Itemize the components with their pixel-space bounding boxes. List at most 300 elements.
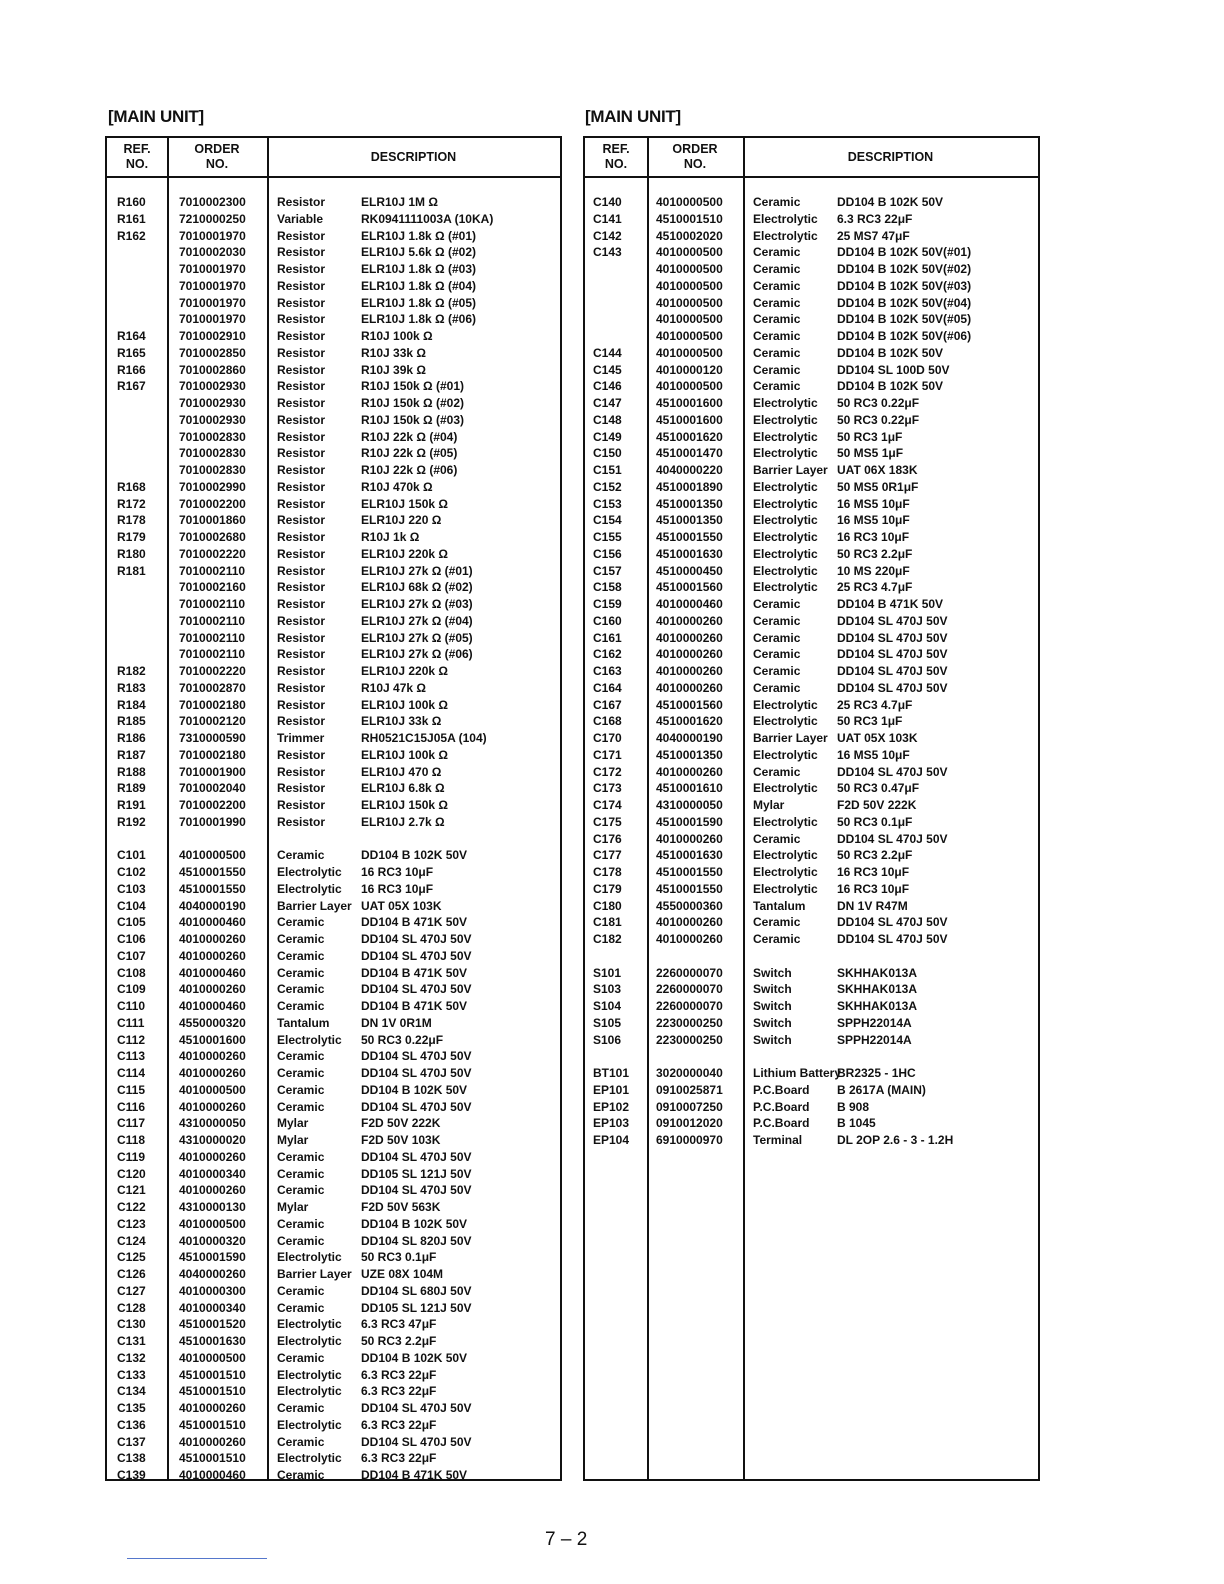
row-spacer [585, 948, 1038, 965]
part-spec: DD104 SL 470J 50V [361, 1149, 472, 1164]
order-no: 7010002680 [179, 530, 246, 544]
part-type: Switch [753, 999, 792, 1013]
table-row [107, 479, 560, 496]
order-no: 4510001620 [656, 714, 723, 729]
part-spec: ELR10J 100k Ω [361, 697, 449, 712]
order-no: 4010000260 [656, 764, 723, 779]
part-spec: DD104 SL 470J 50V [361, 982, 472, 997]
ref-no: C178 [593, 865, 622, 879]
table-row [107, 1099, 560, 1116]
part-type: Electrolytic [753, 781, 818, 796]
order-no: 7010002930 [179, 379, 246, 394]
part-type: Barrier Layer [753, 463, 828, 477]
ref-no: R179 [117, 530, 146, 544]
order-no: 4550000360 [656, 898, 723, 913]
order-no: 4510001630 [656, 546, 723, 561]
order-no: 4510001550 [656, 865, 723, 879]
order-no: 7010002830 [179, 463, 246, 477]
table-row [585, 462, 1038, 479]
part-spec: R10J 22k Ω (#05) [361, 446, 458, 461]
part-type: Switch [753, 982, 792, 997]
part-type: Ceramic [277, 932, 325, 946]
ref-no: R167 [117, 379, 146, 394]
part-type: Resistor [277, 396, 326, 410]
table-row [107, 1132, 560, 1149]
order-no: 7010002870 [179, 680, 246, 695]
part-type: Trimmer [277, 731, 325, 745]
part-spec: DD104 B 102K 50V [837, 345, 944, 360]
order-no: 7010002300 [179, 195, 246, 209]
part-spec: 6.3 RC3 22μF [361, 1384, 437, 1399]
ref-no: C168 [593, 714, 622, 729]
table-row [107, 1032, 560, 1049]
part-spec: 6.3 RC3 22μF [361, 1417, 437, 1432]
part-type: Ceramic [277, 1350, 325, 1365]
ref-no: C104 [117, 898, 146, 913]
part-type: Ceramic [277, 1434, 325, 1449]
ref-no: C105 [117, 915, 146, 930]
part-spec: 16 MS5 10μF [837, 513, 910, 528]
order-no: 0910025871 [656, 1082, 723, 1097]
part-type: Ceramic [753, 647, 801, 662]
table-row [107, 613, 560, 630]
table-row [107, 948, 560, 965]
ref-no: C146 [593, 379, 622, 394]
order-no: 2260000070 [656, 982, 723, 997]
order-no: 7010002110 [179, 647, 246, 662]
ref-no: R178 [117, 513, 146, 528]
ref-no: R184 [117, 697, 146, 712]
part-spec: UZE 08X 104M [361, 1267, 444, 1281]
ref-no: R162 [117, 228, 146, 243]
order-no: 4010000500 [656, 312, 723, 327]
ref-no: C159 [593, 597, 622, 611]
ref-no: C181 [593, 915, 622, 930]
table-row [585, 730, 1038, 747]
table-row [107, 1182, 560, 1199]
part-spec: 50 MS5 1μF [837, 446, 904, 461]
order-no: 4510000450 [656, 563, 723, 578]
order-no: 4010000500 [179, 1216, 246, 1231]
order-no: 4010000460 [179, 1468, 246, 1482]
table-row [107, 1166, 560, 1183]
ref-no: R161 [117, 211, 146, 226]
part-spec: DD105 SL 121J 50V [361, 1166, 472, 1181]
part-type: Electrolytic [753, 697, 818, 712]
part-type: Ceramic [277, 1233, 325, 1248]
ref-no: S105 [593, 1015, 622, 1030]
table-row [585, 529, 1038, 546]
part-type: Resistor [277, 697, 326, 712]
ref-no: C172 [593, 764, 622, 779]
ref-no: C171 [593, 747, 622, 762]
ref-no: C119 [117, 1149, 146, 1164]
part-type: Ceramic [753, 345, 801, 360]
ref-no: C143 [593, 245, 622, 260]
part-spec: ELR10J 27k Ω (#03) [361, 597, 473, 611]
part-type: Ceramic [753, 664, 801, 678]
part-spec: 16 RC3 10μF [361, 881, 434, 896]
part-type: Electrolytic [753, 513, 818, 528]
table-row [107, 429, 560, 446]
part-spec: R10J 150k Ω (#02) [361, 396, 465, 410]
order-no: 7010002860 [179, 362, 246, 377]
order-no: 4010000260 [656, 630, 723, 645]
order-no: 4010000500 [179, 1350, 246, 1365]
part-type: P.C.Board [753, 1099, 810, 1114]
table-row [107, 1434, 560, 1451]
table-row [107, 1115, 560, 1132]
order-no: 4010000260 [656, 680, 723, 695]
part-type: Ceramic [277, 1183, 325, 1198]
part-spec: R10J 39k Ω [361, 362, 426, 377]
ref-no: C131 [117, 1334, 146, 1348]
ref-no: C151 [593, 463, 622, 477]
ref-no: C157 [593, 563, 622, 578]
table-row [107, 362, 560, 379]
order-no: 7010002110 [179, 563, 246, 578]
part-spec: ELR10J 68k Ω (#02) [361, 580, 473, 595]
part-type: Ceramic [753, 613, 801, 628]
part-spec: F2D 50V 103K [361, 1133, 441, 1147]
table-row [107, 998, 560, 1015]
part-spec: DD104 SL 470J 50V [361, 1099, 472, 1114]
part-spec: ELR10J 5.6k Ω (#02) [361, 245, 477, 260]
part-type: Electrolytic [277, 1384, 342, 1399]
order-no: 7010001990 [179, 814, 246, 829]
part-type: Ceramic [753, 245, 801, 260]
part-spec: SKHHAK013A [837, 965, 918, 980]
table-row [585, 797, 1038, 814]
order-no: 4010000260 [179, 932, 246, 946]
order-no: 7010002930 [179, 396, 246, 410]
description-header: DESCRIPTION [847, 149, 934, 164]
part-type: Resistor [277, 798, 326, 812]
part-spec: DD104 SL 470J 50V [837, 680, 948, 695]
table-row [107, 1367, 560, 1384]
part-spec: ELR10J 1.8k Ω (#05) [361, 295, 477, 310]
part-spec: SKHHAK013A [837, 999, 918, 1013]
order-no: 7010002030 [179, 245, 246, 260]
ref-no: C126 [117, 1267, 146, 1281]
ref-no: C180 [593, 898, 622, 913]
part-type: Resistor [277, 479, 326, 494]
ref-no: EP102 [593, 1099, 630, 1114]
part-type: Ceramic [753, 630, 801, 645]
ref-no: C128 [117, 1300, 146, 1315]
table-row [585, 211, 1038, 228]
part-type: Ceramic [753, 915, 801, 930]
part-type: Electrolytic [753, 580, 818, 595]
part-spec: 6.3 RC3 22μF [837, 211, 913, 226]
table-row [585, 747, 1038, 764]
order-no: 4010000500 [656, 295, 723, 310]
part-spec: DD104 SL 470J 50V [837, 764, 948, 779]
part-spec: 10 MS 220μF [837, 563, 910, 578]
table-row [585, 345, 1038, 362]
table-row [107, 1015, 560, 1032]
part-spec: DD104 SL 470J 50V [837, 932, 948, 946]
table-row [107, 697, 560, 714]
part-spec: ELR10J 1.8k Ω (#04) [361, 278, 477, 293]
part-type: Resistor [277, 764, 326, 779]
ref-no: C179 [593, 881, 622, 896]
order-no: 4010000260 [179, 982, 246, 997]
part-type: Electrolytic [277, 1334, 342, 1348]
ref-no: EP103 [593, 1116, 630, 1131]
order-no: 4010000500 [656, 379, 723, 394]
table-row [107, 713, 560, 730]
part-spec: DD104 B 102K 50V [837, 195, 944, 209]
part-spec: 50 RC3 1μF [837, 429, 903, 444]
order-no: 4510001600 [179, 1032, 246, 1047]
ref-no: R192 [117, 814, 146, 829]
part-type: P.C.Board [753, 1082, 810, 1097]
table-row [585, 914, 1038, 931]
ref-no: R189 [117, 781, 146, 796]
order-no: 4510001560 [656, 697, 723, 712]
part-type: Ceramic [753, 932, 801, 946]
part-type: Resistor [277, 446, 326, 461]
part-spec: DD104 SL 470J 50V [361, 1049, 472, 1064]
part-type: Tantalum [277, 1015, 330, 1030]
table-row [107, 747, 560, 764]
ref-no: R166 [117, 362, 146, 377]
order-no: 4010000500 [656, 329, 723, 343]
part-type: Ceramic [277, 999, 325, 1013]
order-no: 4510001520 [179, 1317, 246, 1332]
part-type: Tantalum [753, 898, 806, 913]
order-no: 4010000500 [656, 195, 723, 209]
table-row [585, 1065, 1038, 1082]
part-spec: F2D 50V 222K [837, 798, 917, 812]
part-spec: ELR10J 1.8k Ω (#03) [361, 262, 477, 276]
part-type: Electrolytic [753, 530, 818, 544]
table-row [107, 244, 560, 261]
table-row [585, 244, 1038, 261]
part-spec: ELR10J 27k Ω (#04) [361, 613, 473, 628]
part-type: Resistor [277, 597, 326, 611]
part-spec: ELR10J 470 Ω [361, 764, 442, 779]
order-no: 4010000500 [656, 278, 723, 293]
table-row [585, 1115, 1038, 1132]
table-row [107, 680, 560, 697]
part-spec: 50 RC3 2.2μF [837, 848, 913, 863]
part-spec: 50 RC3 0.22μF [361, 1032, 444, 1047]
part-spec: DD104 B 102K 50V(#06) [837, 329, 972, 343]
part-type: P.C.Board [753, 1116, 810, 1131]
part-spec: ELR10J 27k Ω (#05) [361, 630, 473, 645]
table-row [107, 462, 560, 479]
part-type: Ceramic [277, 1300, 325, 1315]
table-row [585, 898, 1038, 915]
part-type: Resistor [277, 379, 326, 394]
order-no: 4510001510 [179, 1367, 246, 1382]
table-row [585, 646, 1038, 663]
order-no: 4010000460 [656, 597, 723, 611]
part-type: Ceramic [753, 195, 801, 209]
part-spec: DD104 SL 470J 50V [837, 630, 948, 645]
part-type: Resistor [277, 278, 326, 293]
part-type: Electrolytic [753, 228, 818, 243]
table-row [107, 847, 560, 864]
part-type: Lithium Battery [753, 1066, 842, 1080]
ref-no: C125 [117, 1250, 146, 1265]
part-spec: DD104 B 102K 50V(#05) [837, 312, 972, 327]
ref-no: C120 [117, 1166, 146, 1181]
part-type: Ceramic [753, 278, 801, 293]
part-spec: 50 RC3 0.22μF [837, 396, 920, 410]
part-spec: DD104 B 471K 50V [361, 1468, 468, 1482]
part-type: Ceramic [753, 379, 801, 394]
part-type: Ceramic [753, 362, 801, 377]
part-spec: ELR10J 220k Ω [361, 664, 449, 678]
part-spec: 50 RC3 2.2μF [837, 546, 913, 561]
order-no: 7010002120 [179, 714, 246, 729]
order-no: 4510001600 [656, 396, 723, 410]
part-spec: DD104 B 102K 50V [837, 379, 944, 394]
part-spec: 16 RC3 10μF [837, 881, 910, 896]
part-type: Resistor [277, 563, 326, 578]
order-no: 4510001890 [656, 479, 723, 494]
ref-no: C114 [117, 1066, 146, 1080]
table-row [107, 1400, 560, 1417]
ref-no: C176 [593, 831, 622, 846]
order-no: 4510001470 [656, 446, 723, 461]
part-spec: SPPH22014A [837, 1032, 912, 1047]
ref-no: C111 [117, 1015, 145, 1030]
part-spec: F2D 50V 563K [361, 1200, 441, 1214]
part-spec: DD104 B 102K 50V [361, 848, 468, 863]
part-type: Mylar [277, 1200, 309, 1214]
order-no: 4010000460 [179, 999, 246, 1013]
table-row [107, 1350, 560, 1367]
order-no: 4010000260 [656, 613, 723, 628]
order-no: 7010002930 [179, 412, 246, 427]
table-row [585, 881, 1038, 898]
part-type: Electrolytic [753, 563, 818, 578]
order-no: 2260000070 [656, 999, 723, 1013]
table-row [585, 278, 1038, 295]
part-type: Resistor [277, 714, 326, 729]
table-row [107, 311, 560, 328]
table-row [585, 479, 1038, 496]
order-no: 7010002830 [179, 446, 246, 461]
ref-no: C113 [117, 1049, 146, 1064]
order-no: 6910000970 [656, 1133, 723, 1147]
ref-no: C148 [593, 412, 622, 427]
part-type: Electrolytic [753, 429, 818, 444]
ref-no-header: REF. NO. [123, 142, 151, 171]
part-type: Ceramic [753, 329, 801, 343]
table-row [585, 228, 1038, 245]
part-type: Ceramic [277, 1216, 325, 1231]
ref-no: C177 [593, 848, 622, 863]
table-row [585, 194, 1038, 211]
ref-no: C161 [593, 630, 622, 645]
part-spec: B 908 [837, 1099, 870, 1114]
part-type: Electrolytic [277, 1317, 342, 1332]
part-spec: RH0521C15J05A (104) [361, 731, 487, 745]
right-rows [585, 194, 1038, 1149]
ref-no: EP101 [593, 1082, 630, 1097]
part-spec: UAT 05X 103K [837, 731, 918, 745]
table-row [585, 981, 1038, 998]
part-spec: DD104 SL 470J 50V [361, 1401, 472, 1415]
order-no: 4510001550 [656, 530, 723, 544]
table-row [107, 1199, 560, 1216]
ref-no: BT101 [593, 1066, 630, 1080]
ref-no: C123 [117, 1216, 146, 1231]
ref-no: C156 [593, 546, 622, 561]
ref-no: S103 [593, 982, 622, 997]
ref-no: S101 [593, 965, 622, 980]
order-no: 7010002110 [179, 630, 246, 645]
ref-no: R181 [117, 563, 146, 578]
part-type: Variable [277, 211, 324, 226]
ref-no: C164 [593, 680, 622, 695]
order-no: 0910007250 [656, 1099, 723, 1114]
part-spec: ELR10J 220k Ω [361, 546, 449, 561]
table-row [585, 613, 1038, 630]
ref-no: C154 [593, 513, 622, 528]
order-no: 4010000320 [179, 1233, 246, 1248]
part-spec: 50 MS5 0R1μF [837, 479, 919, 494]
part-spec: R10J 22k Ω (#04) [361, 429, 458, 444]
order-no: 7010001970 [179, 312, 246, 327]
order-no: 7010001970 [179, 278, 246, 293]
right-parts-table [583, 136, 1040, 1481]
order-no: 4010000260 [179, 948, 246, 963]
part-spec: 6.3 RC3 22μF [361, 1451, 437, 1466]
order-no: 4010000260 [179, 1434, 246, 1449]
part-spec: DD104 SL 470J 50V [837, 647, 948, 662]
part-spec: ELR10J 2.7k Ω [361, 814, 445, 829]
part-spec: ELR10J 27k Ω (#06) [361, 647, 473, 662]
part-type: Resistor [277, 647, 326, 662]
ref-no: C152 [593, 479, 622, 494]
order-no: 7010002830 [179, 429, 246, 444]
ref-no: R180 [117, 546, 146, 561]
table-row [107, 1383, 560, 1400]
ref-no: C118 [117, 1133, 146, 1147]
table-row [107, 981, 560, 998]
part-type: Ceramic [753, 262, 801, 276]
ref-no: C121 [117, 1183, 146, 1198]
part-spec: 50 RC3 0.1μF [837, 814, 913, 829]
row-spacer [585, 1048, 1038, 1065]
table-row [107, 1300, 560, 1317]
order-no: 4010000500 [656, 262, 723, 276]
order-no: 4040000190 [656, 731, 723, 745]
part-type: Ceramic [277, 848, 325, 863]
order-no: 4010000340 [179, 1300, 246, 1315]
part-spec: 16 RC3 10μF [837, 865, 910, 879]
table-row [107, 261, 560, 278]
table-row [107, 1333, 560, 1350]
part-spec: DD104 SL 820J 50V [361, 1233, 472, 1248]
part-type: Electrolytic [753, 446, 818, 461]
part-type: Electrolytic [753, 479, 818, 494]
table-row [107, 881, 560, 898]
part-type: Resistor [277, 228, 326, 243]
order-no: 4310000050 [179, 1116, 246, 1131]
table-row [107, 1316, 560, 1333]
ref-no: R187 [117, 747, 146, 762]
part-type: Electrolytic [753, 496, 818, 511]
part-type: Resistor [277, 814, 326, 829]
part-type: Resistor [277, 496, 326, 511]
